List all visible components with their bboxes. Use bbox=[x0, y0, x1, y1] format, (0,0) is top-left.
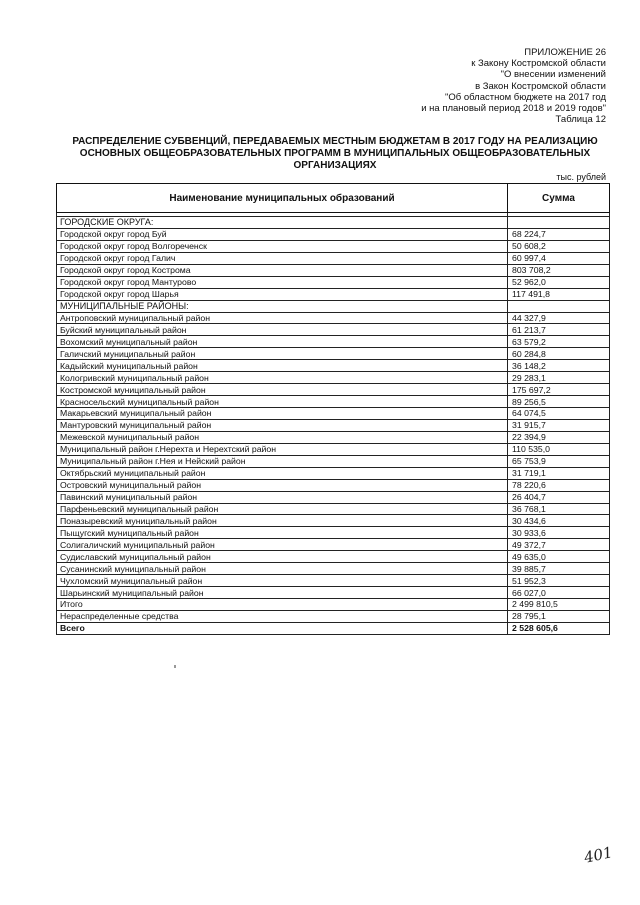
amount-cell bbox=[508, 300, 610, 312]
amount-cell: 49 635,0 bbox=[508, 551, 610, 563]
municipality-name-cell: Мантуровский муниципальный район bbox=[57, 419, 508, 431]
amount-cell: 30 434,6 bbox=[508, 515, 610, 527]
municipality-name-cell: Макарьевский муниципальный район bbox=[57, 408, 508, 420]
amount-cell: 36 148,2 bbox=[508, 360, 610, 372]
amount-cell: 64 074,5 bbox=[508, 408, 610, 420]
table-row bbox=[57, 491, 610, 503]
table-row bbox=[57, 515, 610, 527]
table-row bbox=[57, 408, 610, 420]
table-row bbox=[57, 384, 610, 396]
amount-cell bbox=[508, 217, 610, 229]
municipality-name-cell: МУНИЦИПАЛЬНЫЕ РАЙОНЫ: bbox=[57, 300, 508, 312]
header-line: "О внесении изменений bbox=[500, 69, 606, 81]
municipality-name-cell: Буйский муниципальный район bbox=[57, 324, 508, 336]
table-row bbox=[57, 300, 610, 312]
amount-cell: 22 394,9 bbox=[508, 431, 610, 443]
document-header bbox=[421, 47, 606, 125]
municipality-name-cell: Кадыйский муниципальный район bbox=[57, 360, 508, 372]
amount-cell: 30 933,6 bbox=[508, 527, 610, 539]
amount-cell: 26 404,7 bbox=[508, 491, 610, 503]
table-row bbox=[57, 264, 610, 276]
municipality-name-cell: Галичский муниципальный район bbox=[57, 348, 508, 360]
municipality-name-cell: Антроповский муниципальный район bbox=[57, 312, 508, 324]
table-row bbox=[57, 563, 610, 575]
header-line: к Закону Костромской области bbox=[471, 58, 606, 70]
table-row bbox=[57, 288, 610, 300]
amount-cell: 39 885,7 bbox=[508, 563, 610, 575]
header-line: Таблица 12 bbox=[555, 114, 606, 126]
municipality-name-cell: Межевской муниципальный район bbox=[57, 431, 508, 443]
title-line: РАСПРЕДЕЛЕНИЕ СУБВЕНЦИЙ, ПЕРЕДАВАЕМЫХ МЕСТНЫМ БЮДЖЕТАМ В 2017 ГОДУ НА РЕАЛИЗАЦИЮ bbox=[72, 136, 598, 147]
amount-cell: 44 327,9 bbox=[508, 312, 610, 324]
amount-cell: 63 579,2 bbox=[508, 336, 610, 348]
municipality-name-cell: Красносельский муниципальный район bbox=[57, 396, 508, 408]
table-row bbox=[57, 252, 610, 264]
amount-cell: 52 962,0 bbox=[508, 276, 610, 288]
table-row bbox=[57, 599, 610, 611]
municipality-name-cell: Шарьинский муниципальный район bbox=[57, 587, 508, 599]
table-row bbox=[57, 324, 610, 336]
table-row bbox=[57, 527, 610, 539]
amount-cell: 117 491,8 bbox=[508, 288, 610, 300]
municipality-name-cell: Костромской муниципальный район bbox=[57, 384, 508, 396]
amount-cell: 175 697,2 bbox=[508, 384, 610, 396]
table-row bbox=[57, 467, 610, 479]
table-row bbox=[57, 217, 610, 229]
municipality-name-cell: Всего bbox=[57, 622, 508, 634]
table-row bbox=[57, 276, 610, 288]
municipality-name-cell: Муниципальный район г.Нерехта и Нерехтский район bbox=[57, 443, 508, 455]
municipality-name-cell: Вохомский муниципальный район bbox=[57, 336, 508, 348]
amount-cell: 65 753,9 bbox=[508, 455, 610, 467]
municipality-name-cell: Островский муниципальный район bbox=[57, 479, 508, 491]
table-header-row bbox=[57, 184, 610, 213]
table-row bbox=[57, 503, 610, 515]
municipality-name-cell: Поназыревский муниципальный район bbox=[57, 515, 508, 527]
amount-cell: 28 795,1 bbox=[508, 610, 610, 622]
municipality-name-cell: Нераспределенные средства bbox=[57, 610, 508, 622]
table-row bbox=[57, 539, 610, 551]
amount-cell: 78 220,6 bbox=[508, 479, 610, 491]
amount-cell: 49 372,7 bbox=[508, 539, 610, 551]
table-row bbox=[57, 240, 610, 252]
handwritten-page-number: 401 bbox=[582, 843, 615, 867]
amount-cell: 803 708,2 bbox=[508, 264, 610, 276]
document-title bbox=[56, 136, 614, 172]
municipality-name-cell: Сусанинский муниципальный район bbox=[57, 563, 508, 575]
table-body bbox=[57, 213, 610, 635]
municipality-name-cell: Городской округ город Шарья bbox=[57, 288, 508, 300]
municipality-name-cell: Октябрьский муниципальный район bbox=[57, 467, 508, 479]
table-row bbox=[57, 348, 610, 360]
municipality-name-cell: Итого bbox=[57, 599, 508, 611]
municipality-name-cell: Чухломский муниципальный район bbox=[57, 575, 508, 587]
municipality-name-cell: Городской округ город Галич bbox=[57, 252, 508, 264]
title-line: ОСНОВНЫХ ОБЩЕОБРАЗОВАТЕЛЬНЫХ ПРОГРАММ В МУНИЦИПАЛЬНЫХ ОБЩЕОБРАЗОВАТЕЛЬНЫХ bbox=[79, 148, 591, 159]
table-row bbox=[57, 396, 610, 408]
table-row bbox=[57, 360, 610, 372]
municipality-name-cell: ГОРОДСКИЕ ОКРУГА: bbox=[57, 217, 508, 229]
amount-cell: 50 608,2 bbox=[508, 240, 610, 252]
header-line: и на плановый период 2018 и 2019 годов" bbox=[421, 103, 606, 115]
municipality-name-cell: Городской округ город Волгореченск bbox=[57, 240, 508, 252]
municipality-name-cell: Городской округ город Буй bbox=[57, 228, 508, 240]
municipality-name-cell: Городской округ город Мантурово bbox=[57, 276, 508, 288]
table-row bbox=[57, 575, 610, 587]
municipality-name-cell: Судиславский муниципальный район bbox=[57, 551, 508, 563]
amount-cell: 61 213,7 bbox=[508, 324, 610, 336]
amount-cell: 31 719,1 bbox=[508, 467, 610, 479]
subventions-table bbox=[56, 183, 610, 635]
table-row bbox=[57, 587, 610, 599]
municipality-name-cell: Пыщугский муниципальный район bbox=[57, 527, 508, 539]
amount-cell: 2 528 605,6 bbox=[508, 622, 610, 634]
table-row bbox=[57, 228, 610, 240]
municipality-name-cell: Парфеньевский муниципальный район bbox=[57, 503, 508, 515]
table-row bbox=[57, 443, 610, 455]
amount-cell: 66 027,0 bbox=[508, 587, 610, 599]
table-row bbox=[57, 431, 610, 443]
table-row bbox=[57, 455, 610, 467]
table-row bbox=[57, 336, 610, 348]
title-line: ОРГАНИЗАЦИЯХ bbox=[293, 160, 377, 171]
amount-cell: 29 283,1 bbox=[508, 372, 610, 384]
municipality-name-cell: Городской округ город Кострома bbox=[57, 264, 508, 276]
scan-speck bbox=[174, 665, 176, 668]
amount-cell: 36 768,1 bbox=[508, 503, 610, 515]
municipality-name-cell: Павинский муниципальный район bbox=[57, 491, 508, 503]
amount-cell: 110 535,0 bbox=[508, 443, 610, 455]
table-row bbox=[57, 479, 610, 491]
header-line: ПРИЛОЖЕНИЕ 26 bbox=[524, 47, 606, 58]
amount-cell: 68 224,7 bbox=[508, 228, 610, 240]
municipality-name-cell: Солигаличский муниципальный район bbox=[57, 539, 508, 551]
amount-cell: 2 499 810,5 bbox=[508, 599, 610, 611]
municipality-name-cell: Кологривский муниципальный район bbox=[57, 372, 508, 384]
amount-cell: 60 284,8 bbox=[508, 348, 610, 360]
table-row bbox=[57, 419, 610, 431]
table-row bbox=[57, 372, 610, 384]
header-line: в Закон Костромской области bbox=[475, 80, 606, 92]
amount-cell: 51 952,3 bbox=[508, 575, 610, 587]
amount-cell: 60 997,4 bbox=[508, 252, 610, 264]
table-row bbox=[57, 551, 610, 563]
table-row bbox=[57, 312, 610, 324]
table-row bbox=[57, 610, 610, 622]
column-header-sum: Сумма bbox=[508, 184, 610, 213]
amount-cell: 31 915,7 bbox=[508, 419, 610, 431]
municipality-name-cell: Муниципальный район г.Нея и Нейский район bbox=[57, 455, 508, 467]
table-row bbox=[57, 622, 610, 634]
units-label: тыс. рублей bbox=[556, 172, 606, 182]
header-line: "Об областном бюджете на 2017 год bbox=[445, 91, 606, 103]
amount-cell: 89 256,5 bbox=[508, 396, 610, 408]
column-header-name: Наименование муниципальных образований bbox=[57, 184, 508, 213]
